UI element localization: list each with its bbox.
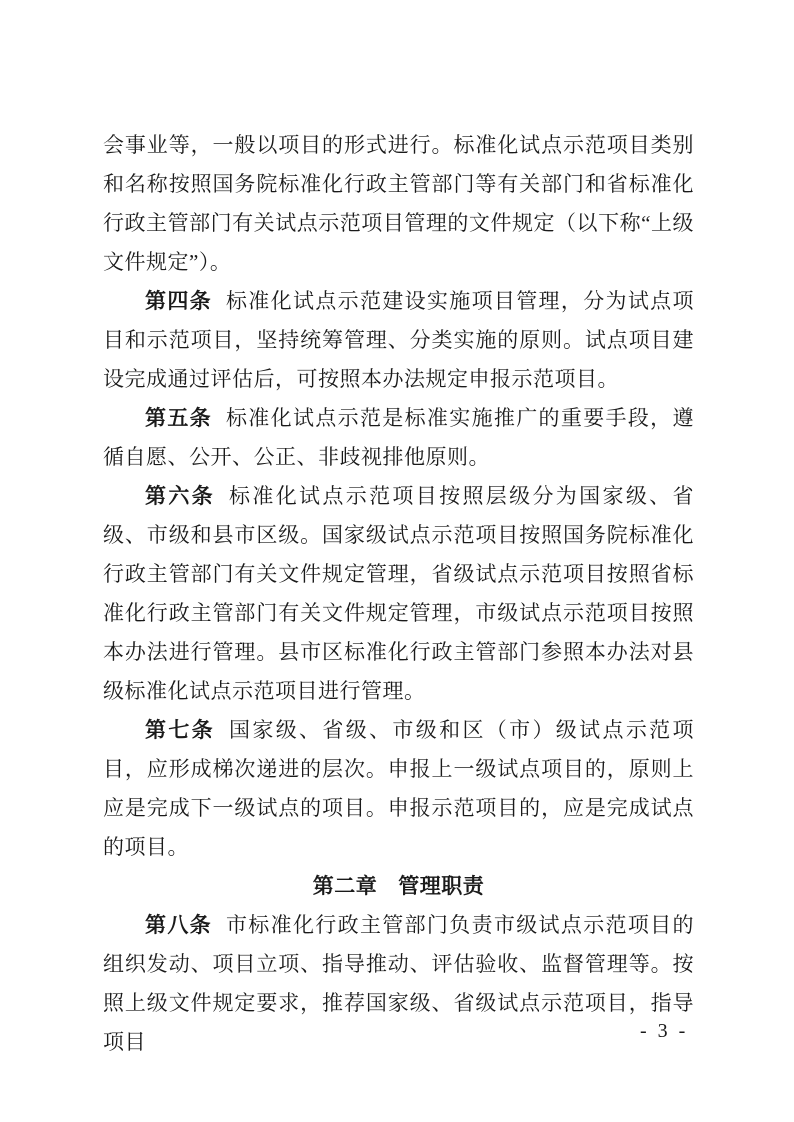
article-4-text: 标准化试点示范建设实施项目管理，分为试点项目和示范项目，坚持统筹管理、分类实施的原则。试点项目建设完成通过评估后，可按照本办法规定申报示范项目。 bbox=[103, 289, 695, 391]
document-body bbox=[103, 126, 694, 1062]
paragraph-continuation: 会事业等，一般以项目的形式进行。标准化试点示范项目类别和名称按照国务院标准化行政主管部门等有关部门和省标准化行政主管部门有关试点示范项目管理的文件规定（以下称“上级文件规定”）。 bbox=[103, 133, 694, 274]
article-6-label: 第六条 bbox=[145, 485, 216, 508]
article-8-label: 第八条 bbox=[145, 914, 212, 937]
paragraph-article-6 bbox=[103, 477, 694, 711]
paragraph-article-7 bbox=[103, 711, 694, 867]
article-6-text: 标准化试点示范项目按照层级分为国家级、省级、市级和县市区级。国家级试点示范项目按照国务院标准化行政主管部门有关文件规定管理，省级试点示范项目按照省标准化行政主管部门有关文件规定管理，市级试点示范项目按照本办法进行管理。县市区标准化行政主管部门参照本办法对县级标准化试点示范项目进行管理。 bbox=[103, 484, 695, 703]
paragraph-article-5 bbox=[103, 399, 694, 477]
paragraph-article-8 bbox=[103, 906, 694, 1062]
article-7-text: 国家级、省级、市级和区（市）级试点示范项目，应形成梯次递进的层次。申报上一级试点项目的，原则上应是完成下一级试点的项目。申报示范项目的，应是完成试点的项目。 bbox=[103, 718, 695, 859]
chapter-2-number: 第二章 bbox=[312, 875, 378, 898]
paragraph-article-4 bbox=[103, 282, 694, 399]
chapter-2-title: 管理职责 bbox=[398, 875, 485, 898]
article-7-label: 第七条 bbox=[145, 719, 216, 742]
article-5-text: 标准化试点示范是标准实施推广的重要手段，遵循自愿、公开、公正、非歧视排他原则。 bbox=[103, 406, 695, 469]
article-4-label: 第四条 bbox=[145, 290, 212, 313]
page-number: - 3 - bbox=[640, 1020, 689, 1042]
article-5-label: 第五条 bbox=[145, 407, 212, 430]
chapter-2-heading bbox=[103, 867, 694, 906]
article-8-text: 市标准化行政主管部门负责市级试点示范项目的组织发动、项目立项、指导推动、评估验收、监督管理等。按照上级文件规定要求，推荐国家级、省级试点示范项目，指导项目 bbox=[103, 913, 695, 1054]
